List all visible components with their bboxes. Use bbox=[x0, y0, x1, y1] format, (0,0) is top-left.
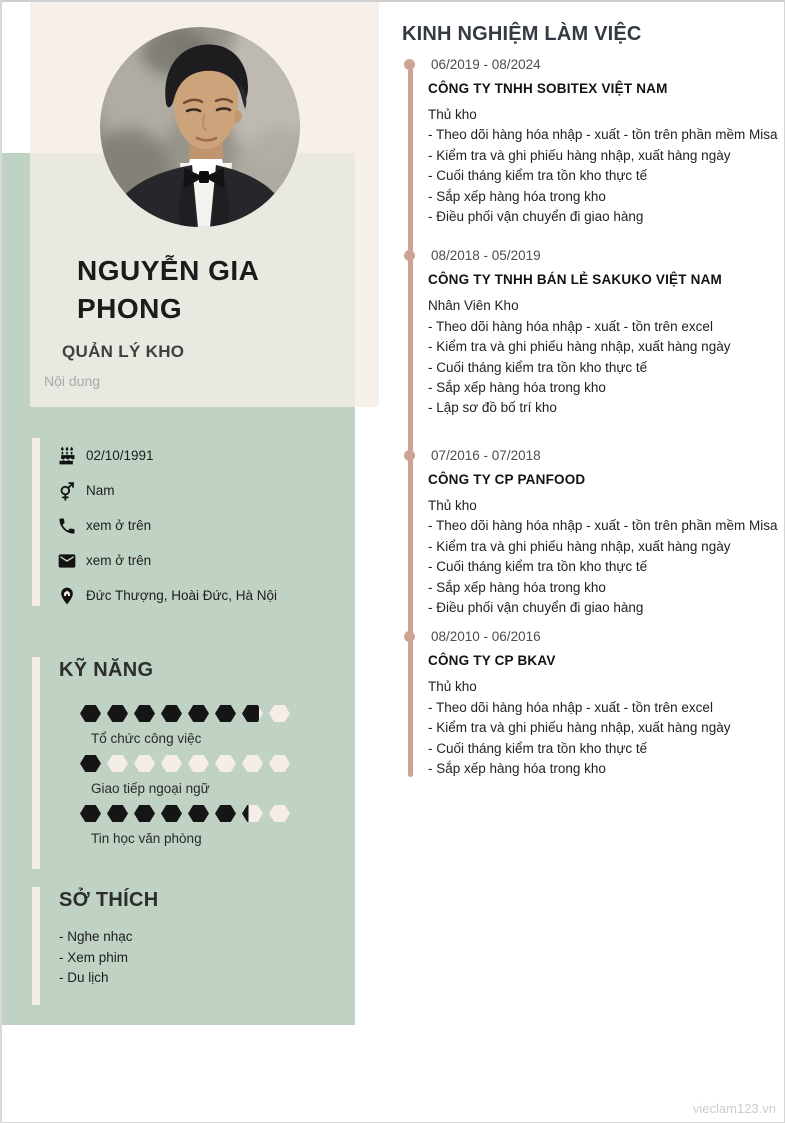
entry-bullet: - Kiểm tra và ghi phiếu hàng nhập, xuất hàng ngày bbox=[428, 538, 731, 554]
entry-period: 06/2019 - 08/2024 bbox=[431, 57, 541, 72]
rating-hexagon bbox=[161, 805, 182, 822]
skills-heading: KỸ NĂNG bbox=[59, 659, 154, 681]
entry-bullet: - Theo dõi hàng hóa nhập - xuất - tồn trên phần mềm Misa bbox=[428, 518, 778, 534]
rating-hexagon bbox=[215, 705, 236, 722]
interest-item: - Nghe nhạc bbox=[59, 929, 133, 944]
rating-hexagon bbox=[242, 755, 263, 772]
skill-item bbox=[32, 705, 352, 746]
entry-period: 08/2010 - 06/2016 bbox=[431, 629, 541, 645]
interest-item: - Du lịch bbox=[59, 970, 109, 985]
interests-section bbox=[32, 887, 352, 989]
contact-section bbox=[32, 438, 352, 613]
rating-hexagon bbox=[107, 705, 128, 722]
entry-bullet: - Cuối tháng kiểm tra tồn kho thực tế bbox=[428, 740, 648, 756]
experience-entry bbox=[428, 56, 779, 227]
entry-position: Thủ kho bbox=[428, 679, 477, 695]
rating-hexagon bbox=[80, 755, 101, 772]
watermark: vieclam123.vn bbox=[692, 1101, 776, 1116]
rating-hexagon bbox=[107, 805, 128, 822]
rating-hexagon bbox=[80, 705, 101, 722]
contact-item bbox=[32, 578, 352, 613]
entry-bullet: - Lập sơ đồ bố trí kho bbox=[428, 400, 557, 416]
entry-bullet: - Theo dõi hàng hóa nhập - xuất - tồn trên phần mềm Misa bbox=[428, 127, 778, 143]
skill-label: Tổ chức công việc bbox=[91, 731, 202, 746]
rating-hexagon bbox=[242, 705, 263, 722]
contact-text: 02/10/1991 bbox=[86, 448, 154, 463]
interest-item: - Xem phim bbox=[59, 949, 129, 965]
rating-hexagon bbox=[134, 755, 155, 772]
entry-position: Nhân Viên Kho bbox=[428, 298, 519, 314]
contact-text: Nam bbox=[86, 483, 115, 498]
contact-item bbox=[32, 473, 352, 508]
entry-bullet: - Theo dõi hàng hóa nhập - xuất - tồn trên excel bbox=[428, 699, 713, 715]
timeline-dot bbox=[404, 450, 415, 461]
phone-icon bbox=[57, 516, 77, 536]
profile-photo bbox=[100, 27, 300, 227]
timeline-dot bbox=[404, 250, 415, 261]
identity-block bbox=[2, 252, 355, 389]
contact-text: xem ở trên bbox=[86, 553, 152, 568]
rating-hexagon bbox=[215, 755, 236, 772]
entry-period: 07/2016 - 07/2018 bbox=[431, 447, 541, 463]
skill-label: Tin học văn phòng bbox=[91, 831, 202, 846]
skill-label: Giao tiếp ngoại ngữ bbox=[91, 781, 210, 796]
rating-hexagon bbox=[242, 805, 263, 822]
rating-hexagon bbox=[188, 705, 209, 722]
email-icon bbox=[57, 551, 77, 571]
rating-hexagon bbox=[161, 755, 182, 772]
contact-item bbox=[32, 438, 352, 473]
rating-hexagon bbox=[269, 805, 290, 822]
entry-company: CÔNG TY CP PANFOOD bbox=[428, 471, 586, 487]
entry-bullet: - Điều phối vận chuyển đi giao hàng bbox=[428, 599, 644, 615]
interests-heading: SỞ THÍCH bbox=[59, 889, 159, 911]
experience-timeline bbox=[402, 56, 779, 779]
rating-hexagon bbox=[188, 755, 209, 772]
skill-rating bbox=[80, 755, 352, 772]
entry-company: CÔNG TY CP BKAV bbox=[428, 653, 556, 669]
rating-hexagon bbox=[215, 805, 236, 822]
timeline-dot bbox=[404, 631, 415, 642]
entry-position: Thủ kho bbox=[428, 107, 477, 122]
experience-section bbox=[402, 20, 779, 779]
candidate-name: NGUYỄN GIA PHONG bbox=[77, 255, 259, 324]
entry-bullet: - Sắp xếp hàng hóa trong kho bbox=[428, 380, 606, 396]
entry-bullet: - Cuối tháng kiểm tra tồn kho thực tế bbox=[428, 559, 648, 575]
entry-bullet: - Kiểm tra và ghi phiếu hàng nhập, xuất hàng ngày bbox=[428, 720, 731, 736]
rating-hexagon bbox=[134, 705, 155, 722]
rating-hexagon bbox=[134, 805, 155, 822]
entry-company: CÔNG TY TNHH SOBITEX VIỆT NAM bbox=[428, 81, 668, 96]
entry-bullet: - Sắp xếp hàng hóa trong kho bbox=[428, 760, 606, 776]
experience-entry bbox=[428, 628, 779, 779]
contact-text: xem ở trên bbox=[86, 518, 152, 533]
skill-rating bbox=[80, 805, 352, 822]
rating-hexagon bbox=[269, 705, 290, 722]
gender-icon bbox=[57, 481, 77, 501]
timeline-line bbox=[408, 68, 413, 777]
entry-period: 08/2018 - 05/2019 bbox=[431, 248, 541, 264]
rating-hexagon bbox=[107, 755, 128, 772]
rating-hexagon bbox=[80, 805, 101, 822]
contact-item bbox=[32, 543, 352, 578]
entry-bullet: - Theo dõi hàng hóa nhập - xuất - tồn trên excel bbox=[428, 318, 713, 334]
birthday-icon bbox=[57, 446, 77, 466]
entry-bullet: - Kiểm tra và ghi phiếu hàng nhập, xuất hàng ngày bbox=[428, 339, 731, 355]
contact-text: Đức Thượng, Hoài Đức, Hà Nội bbox=[86, 588, 278, 603]
entry-bullet: - Sắp xếp hàng hóa trong kho bbox=[428, 579, 606, 595]
skill-rating bbox=[80, 705, 352, 722]
entry-bullet: - Điều phối vận chuyển đi giao hàng bbox=[428, 209, 644, 225]
entry-bullet: - Cuối tháng kiểm tra tồn kho thực tế bbox=[428, 359, 648, 375]
skill-item bbox=[32, 805, 352, 846]
contact-item bbox=[32, 508, 352, 543]
experience-heading: KINH NGHIỆM LÀM VIỆC bbox=[402, 23, 642, 45]
job-title: QUẢN LÝ KHO bbox=[62, 342, 185, 361]
timeline-dot bbox=[404, 59, 415, 70]
location-icon bbox=[57, 586, 77, 606]
skills-section bbox=[32, 657, 352, 846]
skill-item bbox=[32, 755, 352, 796]
rating-hexagon bbox=[269, 755, 290, 772]
entry-bullet: - Sắp xếp hàng hóa trong kho bbox=[428, 188, 606, 204]
placeholder-note: Nội dung bbox=[44, 373, 101, 389]
entry-position: Thủ kho bbox=[428, 497, 477, 513]
rating-hexagon bbox=[188, 805, 209, 822]
entry-company: CÔNG TY TNHH BÁN LẺ SAKUKO VIỆT NAM bbox=[428, 272, 723, 288]
experience-entry bbox=[428, 247, 779, 418]
experience-entry bbox=[428, 447, 779, 618]
entry-bullet: - Kiểm tra và ghi phiếu hàng nhập, xuất hàng ngày bbox=[428, 147, 731, 163]
entry-bullet: - Cuối tháng kiểm tra tồn kho thực tế bbox=[428, 168, 648, 184]
rating-hexagon bbox=[161, 705, 182, 722]
